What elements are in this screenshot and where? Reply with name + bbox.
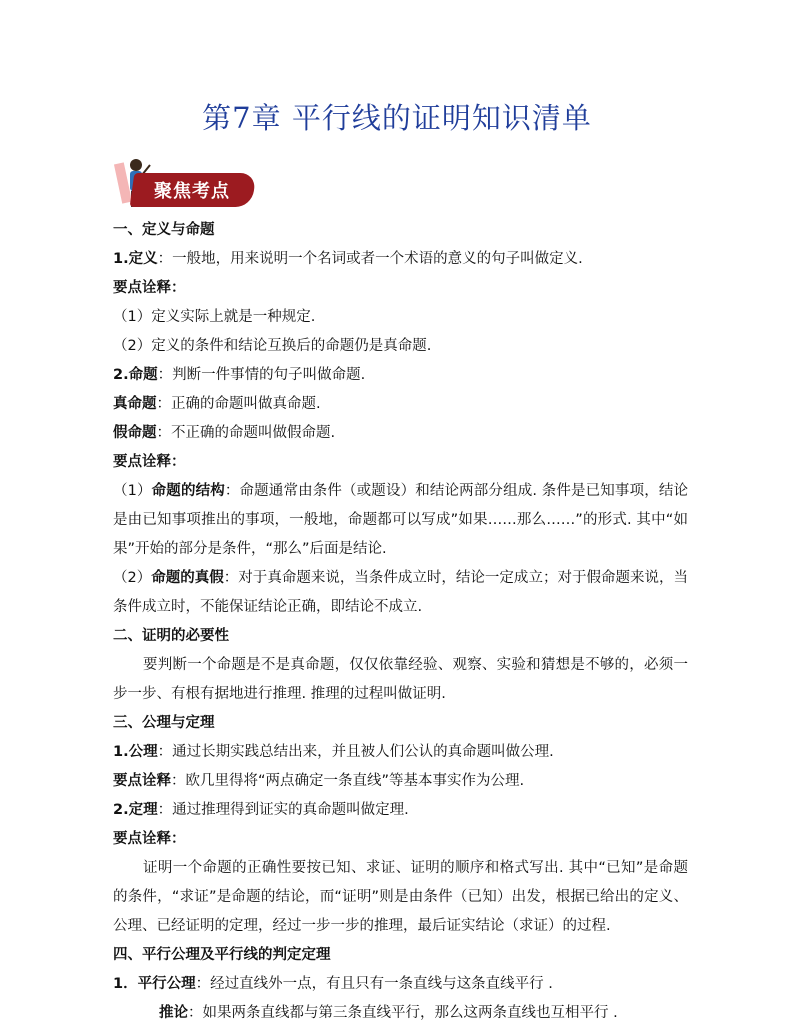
section-heading: 二、证明的必要性 — [113, 628, 229, 644]
term-text: ：通过推理得到证实的真命题叫做定理. — [157, 802, 409, 818]
term-text: ：欧几里得将“两点确定一条直线”等基本事实作为公理. — [171, 773, 525, 789]
badge-label: 聚焦考点 — [154, 181, 230, 202]
note-item: （2）定义的条件和结论互换后的命题仍是真命题. — [113, 338, 432, 354]
page-title: 第7章 平行线的证明知识清单 — [202, 101, 592, 135]
axiom-line — [113, 738, 688, 767]
term-label: 1.定义 — [113, 251, 158, 267]
term-text: ：命题通常由条件（或题设）和结论两部分组成. 条件是已知事项，结论是由已知事项推出的事项，一般地，命题都可以写成”如果……那么……”的形式. 其中“如果”开始的部分是条件，“那么”后面是结论. — [113, 483, 688, 557]
structure-paragraph — [113, 477, 688, 564]
term-label: 1．平行公理 — [113, 976, 196, 992]
section-heading: 四、平行公理及平行线的判定定理 — [113, 947, 331, 963]
theorem-line — [113, 796, 688, 825]
note-label: 要点诠释： — [113, 280, 186, 296]
term-label: 真命题 — [113, 396, 157, 412]
document-body — [113, 216, 688, 1028]
term-label: 假命题 — [113, 425, 157, 441]
paragraph: 证明一个命题的正确性要按已知、求证、证明的顺序和格式写出. 其中“已知”是命题的条件，“求证”是命题的结论，而“证明”则是由条件（已知）出发，根据已给出的定义、公理、已经证明的定理，经过一步一步的推理，最后证实结论（求证）的过程. — [113, 860, 688, 934]
proposition-line — [113, 361, 688, 390]
term-label: 2.定理 — [113, 802, 158, 818]
true-proposition-line — [113, 390, 688, 419]
truth-paragraph — [113, 564, 688, 622]
false-proposition-line — [113, 419, 688, 448]
term-label: 要点诠释 — [113, 773, 171, 789]
item-prefix: （2） — [113, 570, 152, 586]
parallel-axiom-line — [113, 970, 688, 999]
item-prefix: （1） — [113, 483, 152, 499]
definition-line — [113, 245, 688, 274]
term-text: ：经过直线外一点，有且只有一条直线与这条直线平行 . — [195, 976, 553, 992]
term-text: ：通过长期实践总结出来，并且被人们公认的真命题叫做公理. — [157, 744, 554, 760]
note-label: 要点诠释： — [113, 454, 186, 470]
section-heading: 一、定义与命题 — [113, 222, 215, 238]
term-text: ：如果两条直线都与第三条直线平行，那么这两条直线也互相平行 . — [188, 1005, 618, 1021]
note-label: 要点诠释： — [113, 831, 186, 847]
term-text: ：判断一件事情的句子叫做命题. — [157, 367, 366, 383]
note-line — [113, 767, 688, 796]
term-text: ：对于真命题来说，当条件成立时，结论一定成立；对于假命题来说，当条件成立时，不能保证结论正确，即结论不成立. — [113, 570, 689, 615]
note-item: （1）定义实际上就是一种规定. — [113, 309, 316, 325]
section-heading: 三、公理与定理 — [113, 715, 215, 731]
term-text: ：不正确的命题叫做假命题. — [156, 425, 336, 441]
corollary-line — [113, 999, 688, 1028]
term-label: 1.公理 — [113, 744, 158, 760]
term-label: 2.命题 — [113, 367, 158, 383]
section-badge — [114, 155, 264, 211]
term-text: ：正确的命题叫做真命题. — [156, 396, 321, 412]
term-label: 命题的结构 — [151, 483, 225, 499]
term-label: 推论 — [159, 1005, 188, 1021]
term-text: ：一般地，用来说明一个名词或者一个术语的意义的句子叫做定义. — [157, 251, 583, 267]
term-label: 命题的真假 — [151, 570, 224, 586]
paragraph: 要判断一个命题是不是真命题，仅仅依靠经验、观察、实验和猜想是不够的，必须一步一步、有根有据地进行推理. 推理的过程叫做证明. — [113, 657, 688, 702]
